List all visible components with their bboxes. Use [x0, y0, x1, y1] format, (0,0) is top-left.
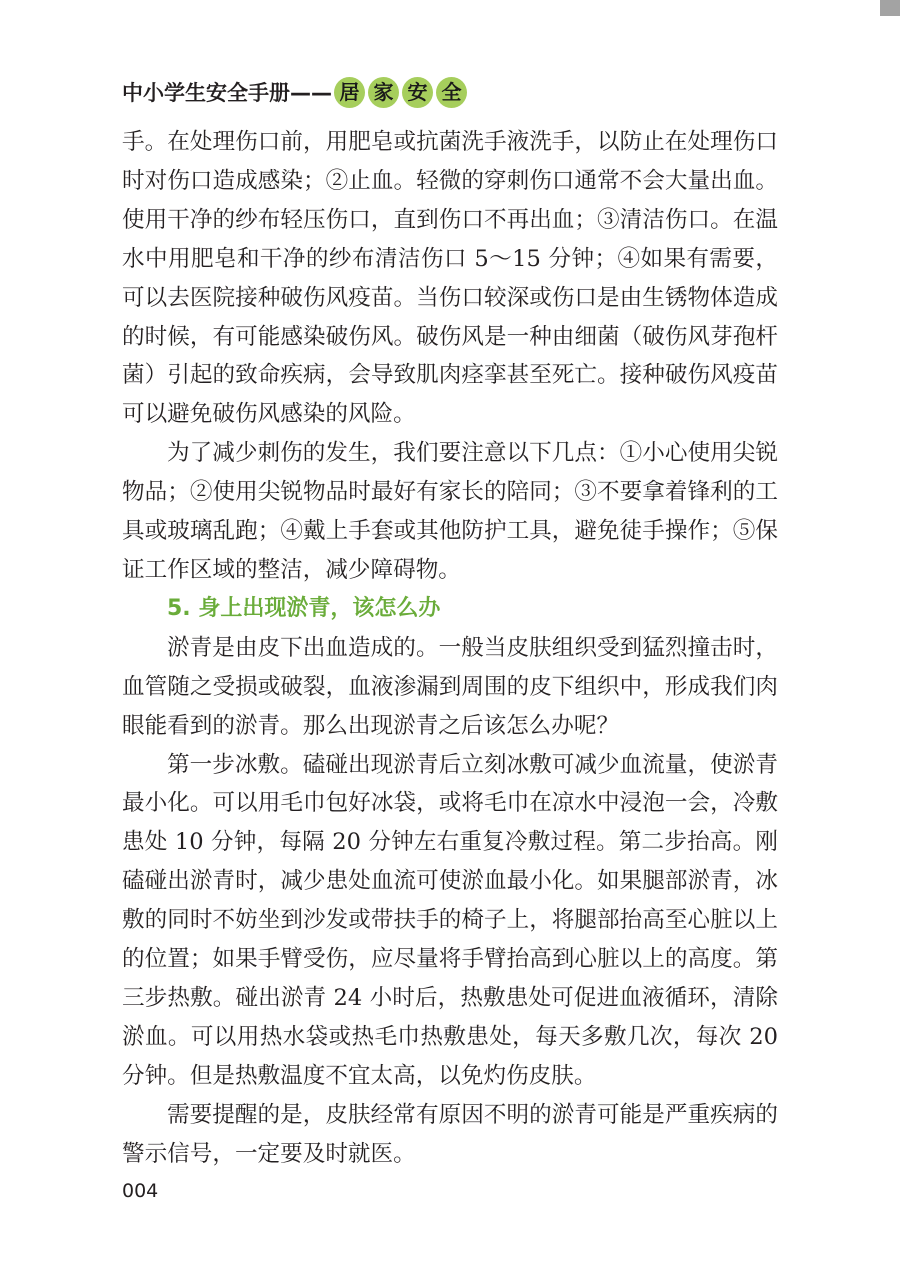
chapter-char-chip: 安 [402, 77, 433, 108]
section-heading: 5. 身上出现淤青，该怎么办 [167, 595, 441, 621]
chapter-char-chip: 家 [368, 77, 399, 108]
paragraph-bruise-cause: 淤青是由皮下出血造成的。一般当皮肤组织受到猛烈撞击时，血管随之受损或破裂，血液渗漏到周围的皮下组织中，形成我们肉眼能看到的淤青。那么出现淤青之后该怎么办呢？ [122, 634, 778, 739]
series-title: 中小学生安全手册—— [122, 81, 332, 105]
paragraph-wound-care: 手。在处理伤口前，用肥皂或抗菌洗手液洗手，以防止在处理伤口时对伤口造成感染；②止血。轻微的穿刺伤口通常不会大量出血。使用干净的纱布轻压伤口，直到伤口不再出血；③清洁伤口。在温水中用肥皂和干净的纱布清洁伤口 5～15 分钟；④如果有需要，可以去医院接种破伤风疫苗。当伤口较深或伤口是由生锈物体造成的时候，有可能感染破伤风。破伤风是一种由细菌（破伤风芽孢杆菌）引起的致命疾病，会导致肌肉痉挛甚至死亡。接种破伤风疫苗可以避免破伤风感染的风险。 [122, 129, 778, 428]
chapter-char-chip: 全 [436, 77, 467, 108]
chapter-char-chip: 居 [334, 77, 365, 108]
paragraph-stab-prevention: 为了减少刺伤的发生，我们要注意以下几点：①小心使用尖锐物品；②使用尖锐物品时最好有家长的陪同；③不要拿着锋利的工具或玻璃乱跑；④戴上手套或其他防护工具，避免徒手操作；⑤保证工作区域的整洁，减少障碍物。 [122, 440, 778, 583]
running-head [122, 74, 470, 110]
body-text [122, 123, 778, 1173]
chapter-title [334, 77, 470, 108]
page-corner-tab [880, 0, 900, 16]
page-number: 004 [122, 1180, 159, 1202]
paragraph-bruise-steps: 第一步冰敷。磕碰出现淤青后立刻冰敷可减少血流量，使淤青最小化。可以用毛巾包好冰袋，或将毛巾在凉水中浸泡一会，冷敷患处 10 分钟，每隔 20 分钟左右重复冷敷过程。第二步抬高。刚磕碰出淤青时，减少患处血流可使淤血最小化。如果腿部淤青，冰敷的同时不妨坐到沙发或带扶手的椅子上，将腿部抬高至心脏以上的位置；如果手臂受伤，应尽量将手臂抬高到心脏以上的高度。第三步热敷。碰出淤青 24 小时后，热敷患处可促进血液循环，清除淤血。可以用热水袋或热毛巾热敷患处，每天多敷几次，每次 20 分钟。但是热敷温度不宜太高，以免灼伤皮肤。 [122, 751, 778, 1089]
paragraph-bruise-warning: 需要提醒的是，皮肤经常有原因不明的淤青可能是严重疾病的警示信号，一定要及时就医。 [122, 1101, 778, 1167]
